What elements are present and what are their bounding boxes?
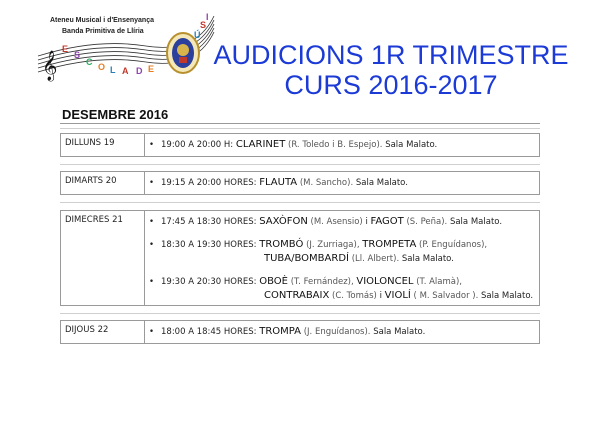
day-row-dijous xyxy=(60,320,540,344)
room: Sala Malato. xyxy=(401,254,454,264)
schedule-slot: • 18:00 A 18:45 HORES: TROMPA (J. Enguídanos). Sala Malato. xyxy=(149,326,426,337)
svg-text:A: A xyxy=(122,66,129,76)
instrument: CONTRABAIX xyxy=(264,290,330,301)
instrument: TUBA/BOMBARDÍ xyxy=(264,253,349,264)
teacher: (Ll. Albert). xyxy=(351,254,400,264)
teacher: (C. Tomás) xyxy=(332,291,377,301)
separator xyxy=(60,202,540,203)
instrument: TROMPA xyxy=(259,326,302,337)
instrument: SAXÒFON xyxy=(259,216,308,227)
svg-text:E: E xyxy=(148,64,155,74)
schedule-slot: • 17:45 A 18:30 HORES: SAXÒFON (M. Asensio) i FAGOT (S. Peña). Sala Malato. xyxy=(149,216,503,227)
emblem-icon xyxy=(163,30,203,76)
page-title-line2: CURS 2016-2017 xyxy=(284,70,498,100)
svg-text:S: S xyxy=(74,50,81,60)
schedule-slot: • 19:30 A 20:30 HORES: OBOÈ (T. Fernández), VIOLONCEL (T. Alamà), CONTRABAIX (C. Tomás) i VIOLÍ ( M. Salvador ). Sala Malato. xyxy=(149,276,534,301)
room: Sala Malato. xyxy=(449,217,503,227)
room: Sala Malato. xyxy=(481,291,534,301)
teacher: (J. Zurriaga), xyxy=(306,240,360,250)
day-row-dimarts xyxy=(60,171,540,195)
separator xyxy=(60,313,540,314)
teacher: (P. Enguídanos), xyxy=(419,240,488,250)
column-divider xyxy=(144,134,145,156)
svg-text:O: O xyxy=(98,62,106,72)
day-label: DIMARTS 20 xyxy=(65,176,117,186)
svg-text:C: C xyxy=(86,57,93,67)
svg-text:L: L xyxy=(110,65,116,75)
instrument: FLAUTA xyxy=(259,177,298,188)
day-label: DIMECRES 21 xyxy=(65,215,123,225)
svg-text:D: D xyxy=(136,66,143,76)
schedule-slot: • 18:30 A 19:30 HORES: TROMBÓ (J. Zurriaga), TROMPETA (P. Enguídanos), TUBA/BOMBARDÍ (Ll. Albert). Sala Malato. xyxy=(149,239,488,264)
day-label: DIJOUS 22 xyxy=(65,325,109,335)
column-divider xyxy=(144,172,145,194)
column-divider xyxy=(144,211,145,305)
instrument: TROMBÓ xyxy=(259,239,304,250)
room: Sala Malato. xyxy=(385,140,438,150)
teacher: (M. Asensio) xyxy=(310,217,363,227)
teacher: ( M. Salvador ). xyxy=(413,291,479,301)
page-title-line1: AUDICIONS 1R TRIMESTRE xyxy=(213,40,569,70)
separator xyxy=(60,164,540,165)
teacher: (J. Enguídanos). xyxy=(303,327,371,337)
room: Sala Malato. xyxy=(373,327,426,337)
month-underline xyxy=(60,123,540,124)
day-row-dimecres xyxy=(60,210,540,306)
schedule-slot: • 19:15 A 20:00 HORES: FLAUTA (M. Sancho). Sala Malato. xyxy=(149,177,408,188)
separator xyxy=(60,128,540,129)
teacher: (S. Peña). xyxy=(406,217,448,227)
teacher: (T. Fernández), xyxy=(290,277,354,287)
instrument: OBOÈ xyxy=(259,276,288,287)
instrument: FAGOT xyxy=(370,216,404,227)
instrument: VIOLONCEL xyxy=(356,276,414,287)
day-row-dilluns xyxy=(60,133,540,157)
svg-text:E: E xyxy=(62,44,69,54)
teacher: (M. Sancho). xyxy=(299,178,354,188)
day-label: DILLUNS 19 xyxy=(65,138,115,148)
svg-text:𝄞: 𝄞 xyxy=(42,51,58,81)
svg-text:I: I xyxy=(206,12,209,22)
room: Sala Malato. xyxy=(355,178,408,188)
instrument: CLARINET xyxy=(235,139,286,150)
school-logo xyxy=(0,0,215,82)
svg-text:Ú: Ú xyxy=(194,30,201,40)
month-heading: DESEMBRE 2016 xyxy=(62,107,169,122)
column-divider xyxy=(144,321,145,343)
schedule-slot: • 19:00 A 20:00 H: CLARINET (R. Toledo i B. Espejo). Sala Malato. xyxy=(149,139,438,150)
org-name-line1: Ateneu Musical i d'Ensenyança xyxy=(50,17,154,24)
org-name-line2: Banda Primitiva de Llíria xyxy=(62,28,144,35)
teacher: (T. Alamà), xyxy=(416,277,462,287)
instrument: VIOLÍ xyxy=(384,290,411,301)
svg-text:S: S xyxy=(200,20,207,30)
teacher: (R. Toledo i B. Espejo). xyxy=(288,140,383,150)
instrument: TROMPETA xyxy=(362,239,417,250)
